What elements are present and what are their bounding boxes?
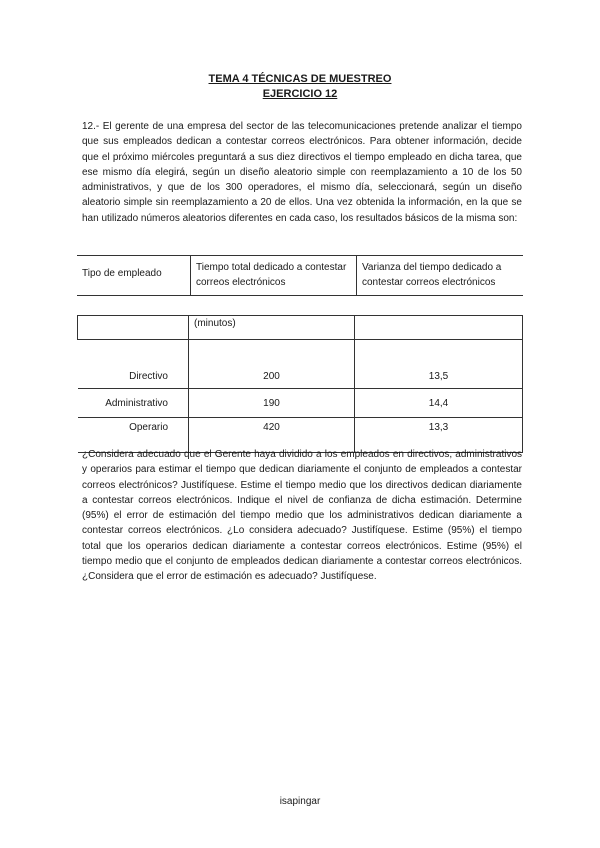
table-row <box>78 389 523 418</box>
data-table <box>77 315 523 453</box>
row-total: 200 <box>189 340 355 389</box>
row-variance: 13,5 <box>355 340 523 389</box>
row-variance: 13,3 <box>355 418 523 453</box>
row-type: Administrativo <box>78 389 189 418</box>
row-type: Operario <box>78 418 189 453</box>
header-total-time: Tiempo total dedicado a contestar correos electrónicos <box>191 256 357 296</box>
table-row <box>78 340 523 389</box>
questions-paragraph: ¿Considera adecuado que el Gerente haya dividido a los empleados en directivos, administrativos y operarios para estimar el tiempo que dedican diariamente el conjunto de empleados a contestar correos electrónicos? Justifíquese. Estime el tiempo medio que los directivos dedican diariamente a contestar correos electrónicos. Indique el nivel de confianza de dicha estimación. Determine (95%) el error de estimación del tiempo medio que los administrativos dedican diariamente a contestar correos electrónicos. ¿Lo considera adecuado? Justifíquese. Estime (95%) el tiempo total que los operarios dedican diariamente a contestar correos electrónicos. Estime (95%) el tiempo medio que el conjunto de empleados dedican diariamente a contestar correos electrónicos. ¿Considera que el error de estimación es adecuado? Justifíquese. <box>82 449 522 583</box>
header-variance: Varianza del tiempo dedicado a contestar correos electrónicos <box>357 256 524 296</box>
row-type: Directivo <box>78 340 189 389</box>
row-variance: 14,4 <box>355 389 523 418</box>
document-title: TEMA 4 TÉCNICAS DE MUESTREO <box>208 73 392 85</box>
exercise-title: EJERCICIO 12 <box>262 88 338 100</box>
unit-note: (minutos) <box>189 316 355 340</box>
footer-author: isapingar <box>279 796 321 807</box>
table-row <box>78 316 523 340</box>
row-total: 420 <box>189 418 355 453</box>
row-total: 190 <box>189 389 355 418</box>
problem-statement: 12.- El gerente de una empresa del sector de las telecomunicaciones pretende analizar el tiempo que sus empleados dedican a contestar correos electrónicos. Para obtener información, decide que el próximo miércoles preguntará a sus diez directivos el tiempo empleado en dicha tarea, que ese mismo día elegirá, según un diseño aleatorio simple con reemplazamiento a 10 de los 50 administrativos, y que de los 300 operadores, el mismo día, seleccionará, según un diseño aleatorio simple sin reemplazamiento a 20 de ellos. Una vez obtenida la información, en la que se han utilizado números aleatorios diferentes en cada caso, los resultados básicos de la misma son: <box>82 121 522 224</box>
header-table <box>77 255 523 296</box>
header-employee-type: Tipo de empleado <box>77 256 191 296</box>
